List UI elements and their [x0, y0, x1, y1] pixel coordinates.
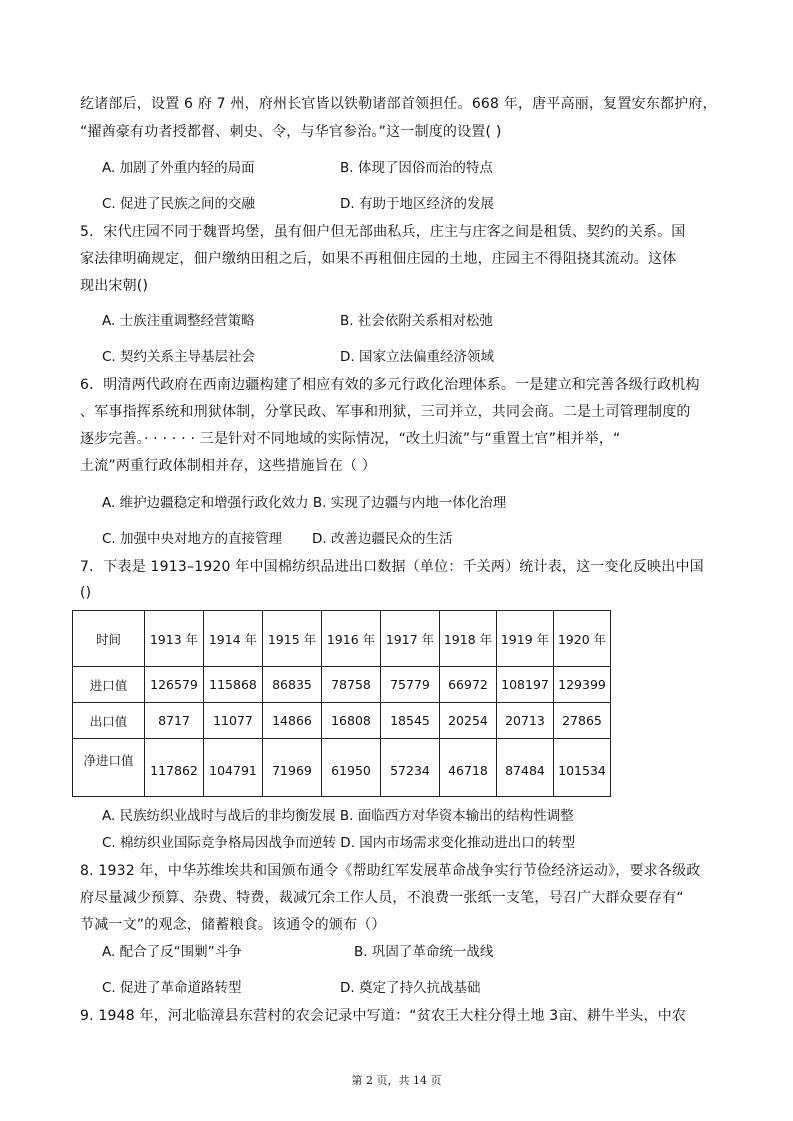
q8-text-line-3: 节减一文”的观念，储蓄粮食。该通令的颁布（）	[80, 917, 386, 933]
q4-text-line-1: 纥诸部后，设置 6 府 7 州，府州长官皆以铁勒诸部首领担任。668 年，唐平高丽，复置安东都护府，	[80, 96, 717, 112]
q4-option-b: B. 体现了因俗而治的特点	[340, 160, 493, 176]
table-cell: 20713	[497, 703, 554, 739]
q5-text-line-2: 家法律明确规定，佃户缴纳田租之后，如果不再租佃庄园的土地，庄园主不得阻挠其流动。这体	[80, 251, 677, 267]
q5-text-line-3: 现出宋朝()	[80, 278, 149, 294]
table-cell: 126579	[145, 667, 204, 703]
table-header-cell: 1916 年	[322, 611, 381, 667]
table-cell: 108197	[497, 667, 554, 703]
q8-text-line-2: 府尽量减少预算、杂费、特费，裁减冗余工作人员，不浪费一张纸一支笔，号召广大群众要存有“	[80, 890, 684, 906]
table-cell: 86835	[263, 667, 322, 703]
table-header-cell: 1917 年	[381, 611, 440, 667]
table-cell: 129399	[554, 667, 611, 703]
q8-option-a: A. 配合了反“围剿”斗争	[102, 944, 242, 960]
table-cell: 14866	[263, 703, 322, 739]
q6-text-line-3: 逐步完善。· · · · · · 三是针对不同地域的实际情况，“改土归流”与“重置土官”相并举，“	[80, 431, 621, 447]
table-cell: 46718	[440, 739, 497, 797]
q6-option-c: C. 加强中央对地方的直接管理	[102, 531, 283, 547]
table-header-cell: 1913 年	[145, 611, 204, 667]
q5-option-b: B. 社会依附关系相对松弛	[340, 313, 493, 329]
table-cell: 8717	[145, 703, 204, 739]
table-cell: 117862	[145, 739, 204, 797]
table-row	[73, 667, 611, 703]
table-cell: 66972	[440, 667, 497, 703]
table-cell: 75779	[381, 667, 440, 703]
q5-option-d: D. 国家立法偏重经济领域	[340, 349, 494, 365]
q7-text-line-2: ()	[80, 585, 92, 601]
q4-option-a: A. 加剧了外重内轻的局面	[102, 160, 255, 176]
table-cell: 18545	[381, 703, 440, 739]
table-cell: 87484	[497, 739, 554, 797]
table-cell: 78758	[322, 667, 381, 703]
q6-option-a-b: A. 维护边疆稳定和增强行政化效力 B. 实现了边疆与内地一体化治理	[102, 495, 507, 511]
table-cell: 57234	[381, 739, 440, 797]
table-header-cell: 1914 年	[204, 611, 263, 667]
page-number: 第 2 页，共 14 页	[351, 1074, 442, 1087]
q5-option-a: A. 士族注重调整经营策略	[102, 313, 255, 329]
table-header-cell: 1918 年	[440, 611, 497, 667]
q4-option-c: C. 促进了民族之间的交融	[102, 196, 256, 212]
table-cell: 11077	[204, 703, 263, 739]
table-header-cell: 1920 年	[554, 611, 611, 667]
q6-text-line-1: 6．明清两代政府在西南边疆构建了相应有效的多元行政化治理体系。一是建立和完善各级行政机构	[80, 377, 700, 393]
q4-text-line-2: “擢酋豪有功者授都督、刺史、令，与华官参治。”这一制度的设置( )	[80, 124, 502, 140]
row-label: 出口值	[73, 703, 145, 739]
table-row	[73, 739, 611, 797]
q9-text-line-1: 9. 1948 年，河北临漳县东营村的农会记录中写道：“贫农王大柱分得土地 3亩、耕牛半头，中农	[80, 1008, 687, 1024]
table-header-cell: 时间	[73, 611, 145, 667]
q8-option-b: B. 巩固了革命统一战线	[354, 944, 494, 960]
q4-option-d: D. 有助于地区经济的发展	[340, 196, 494, 212]
cotton-trade-table	[72, 610, 611, 797]
row-label: 净进口值	[73, 739, 145, 797]
table-cell: 104791	[204, 739, 263, 797]
q5-option-c: C. 契约关系主导基层社会	[102, 349, 256, 365]
table-cell: 27865	[554, 703, 611, 739]
q7-text-line-1: 7．下表是 1913–1920 年中国棉纺织品进出口数据（单位：千关两）统计表，这一变化反映出中国	[80, 559, 704, 575]
q8-text-line-1: 8. 1932 年，中华苏维埃共和国颁布通令《帮助红军发展革命战争实行节俭经济运动》，要求各级政	[80, 863, 701, 879]
q5-text-line-1: 5．宋代庄园不同于魏晋坞堡，虽有佃户但无部曲私兵，庄主与庄客之间是租赁、契约的关系。国	[80, 224, 686, 240]
table-header-cell: 1915 年	[263, 611, 322, 667]
q8-option-c: C. 促进了革命道路转型	[102, 980, 242, 996]
table-header-cell: 1919 年	[497, 611, 554, 667]
table-cell: 71969	[263, 739, 322, 797]
row-label: 进口值	[73, 667, 145, 703]
q6-text-line-4: 土流”两重行政体制相并存，这些措施旨在（ ）	[80, 458, 377, 474]
table-row	[73, 703, 611, 739]
table-cell: 61950	[322, 739, 381, 797]
table-cell: 16808	[322, 703, 381, 739]
q6-text-line-2: 、军事指挥系统和刑狱体制，分掌民政、军事和刑狱，三司并立，共同会商。二是土司管理制度的	[80, 404, 691, 420]
table-header-row	[73, 611, 611, 667]
table-cell: 115868	[204, 667, 263, 703]
q7-option-c-d: C. 棉纺织业国际竞争格局因战争而逆转 D. 国内市场需求变化推动进出口的转型	[102, 835, 576, 851]
q8-option-d: D. 奠定了持久抗战基础	[340, 980, 481, 996]
q6-option-d: D. 改善边疆民众的生活	[312, 531, 453, 547]
q7-option-a-b: A. 民族纺织业战时与战后的非均衡发展 B. 面临西方对华资本输出的结构性调整	[102, 808, 574, 824]
table-cell: 101534	[554, 739, 611, 797]
table-cell: 20254	[440, 703, 497, 739]
